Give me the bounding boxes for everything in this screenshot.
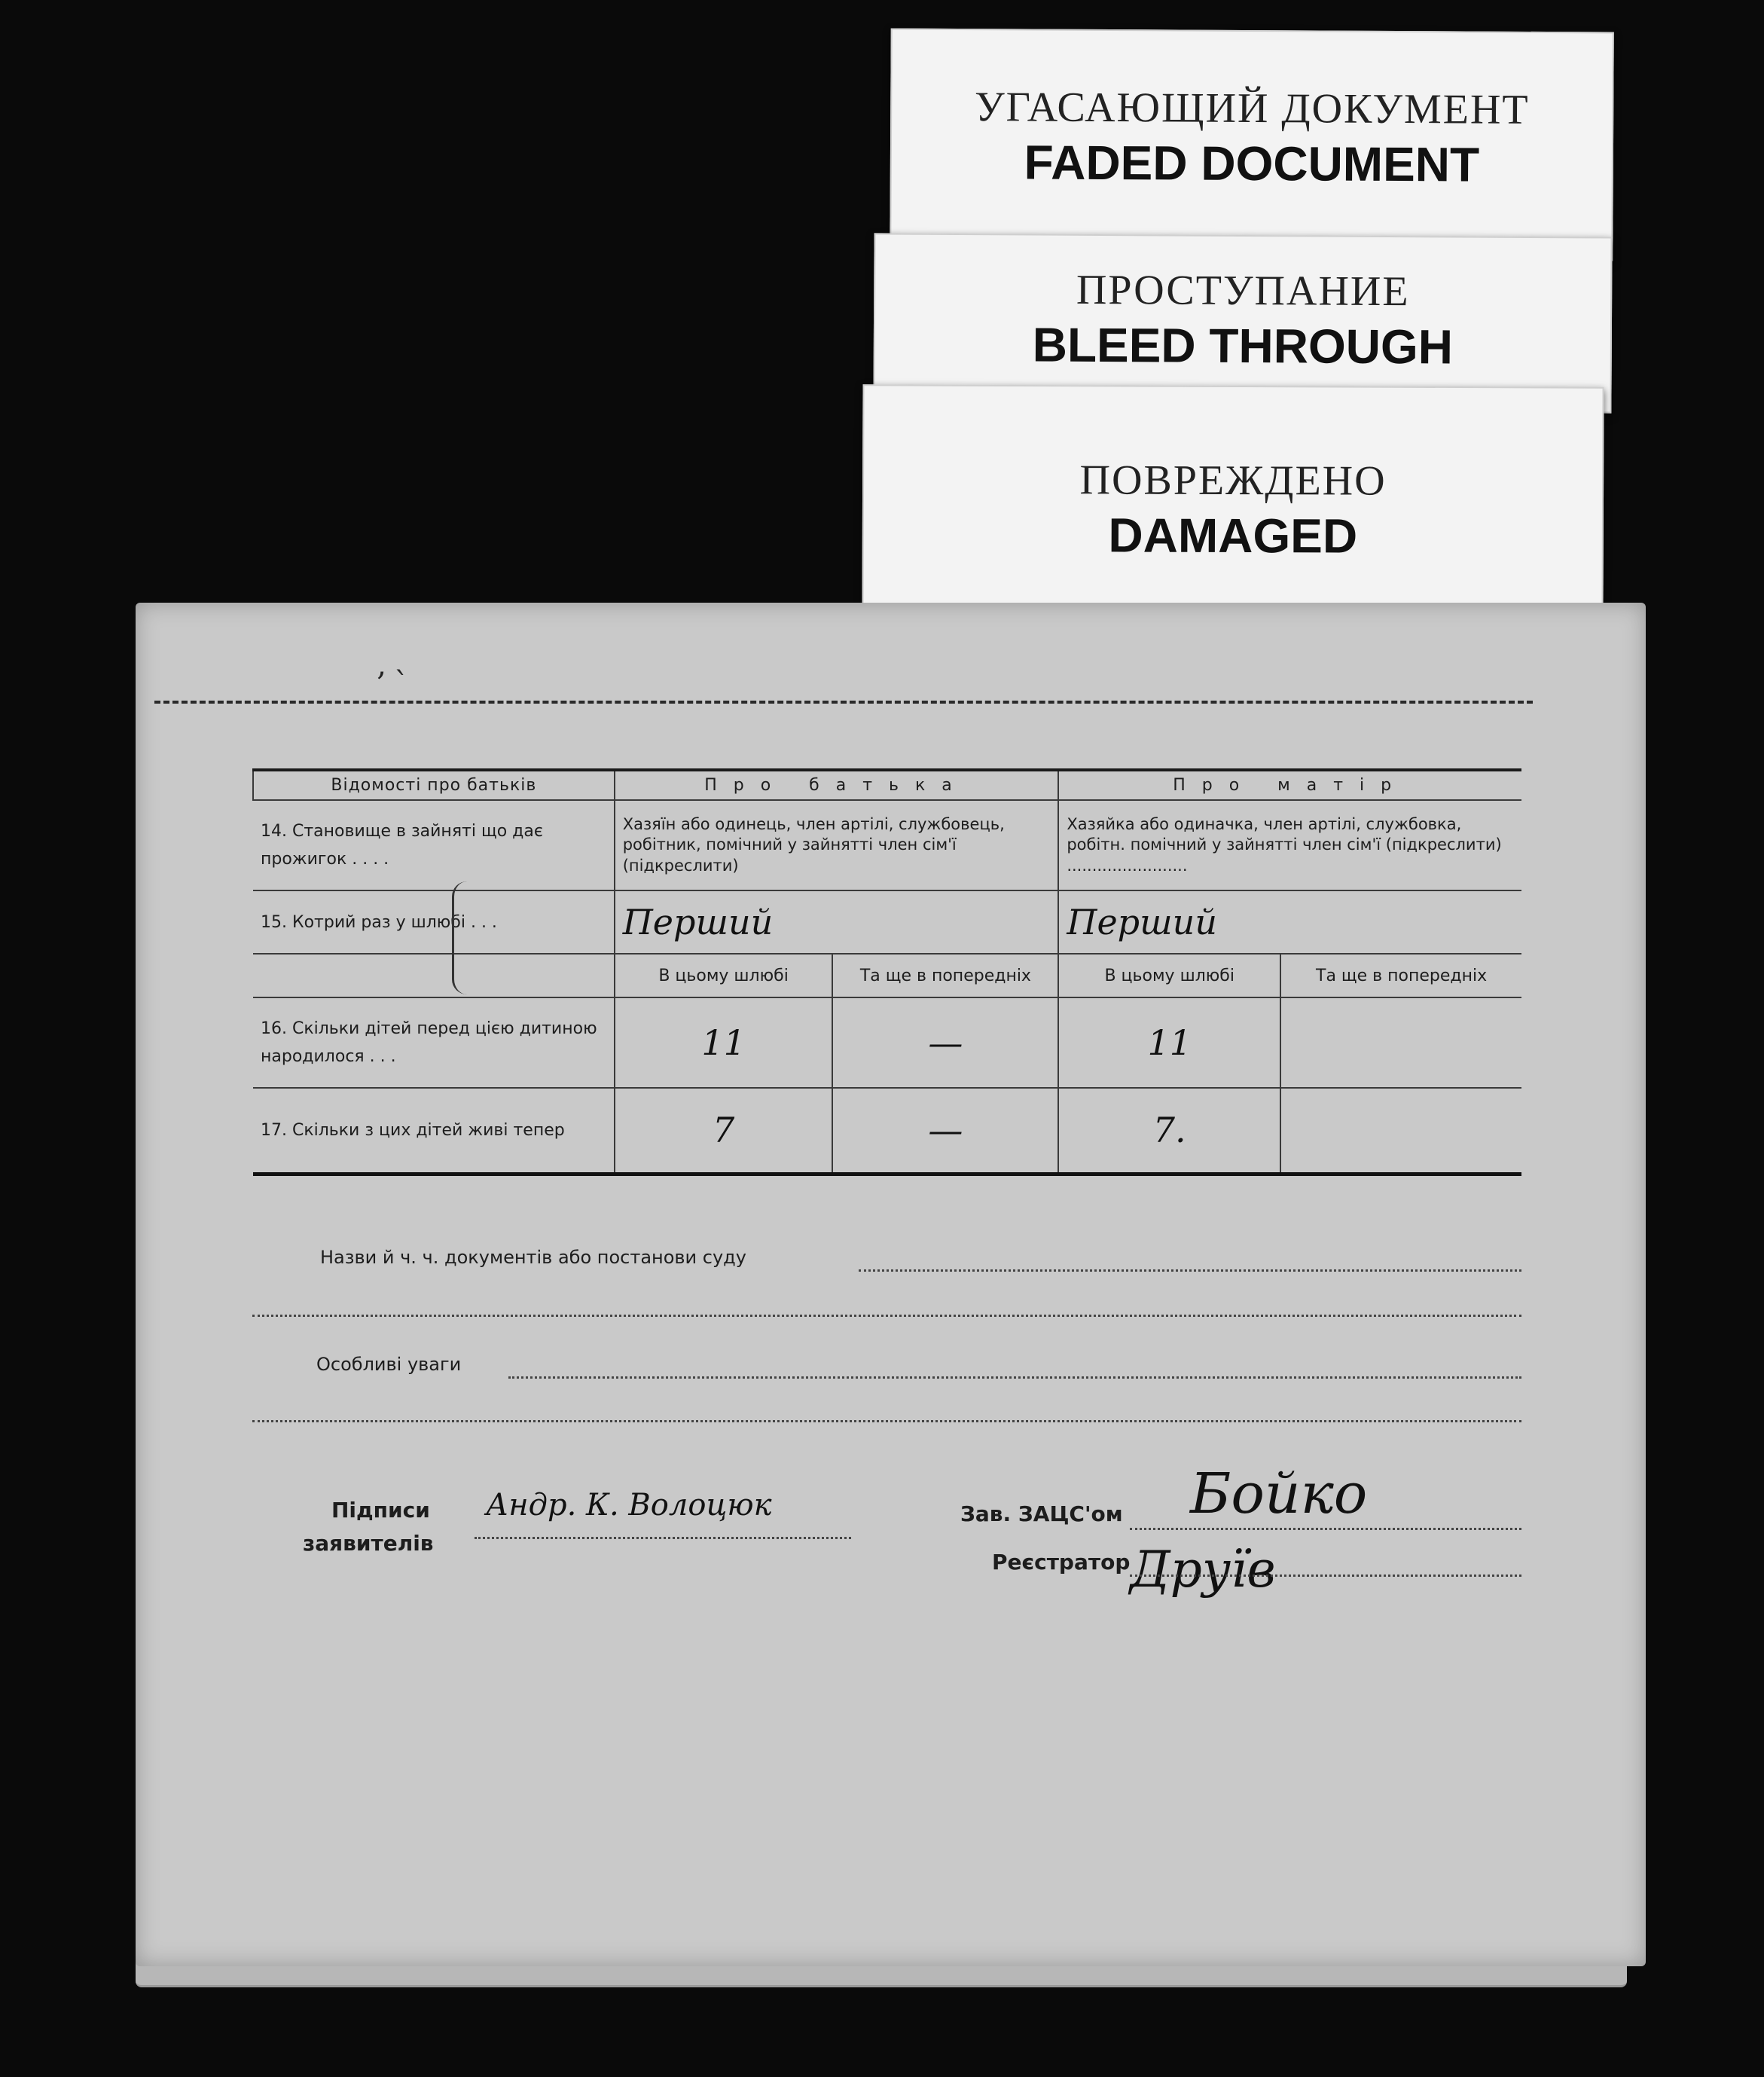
documents-label: Назви й ч. ч. документів або постанови суду	[320, 1247, 746, 1268]
row17-father-this: 7	[615, 1088, 833, 1174]
documents-line-2	[252, 1315, 1521, 1317]
row17-mother-this: 7.	[1058, 1088, 1280, 1174]
notes-line-1	[508, 1376, 1521, 1379]
signatures-brace	[452, 881, 469, 994]
table-row-15	[253, 890, 1521, 954]
notes-line-2	[252, 1420, 1521, 1422]
label-faded-ru: УГАСАЮЩИЙ ДОКУМЕНТ	[974, 84, 1530, 133]
row15-label: 15. Котрий раз у шлюбі . . .	[253, 890, 615, 954]
label-faded-document	[890, 28, 1614, 261]
subheader-mother-prev: Та ще в попередніх	[1280, 954, 1521, 997]
row16-father-this: 11	[615, 997, 833, 1088]
subheader-father-prev: Та ще в попередніх	[832, 954, 1058, 997]
label-damaged	[862, 384, 1604, 615]
notes-label: Особливі уваги	[316, 1354, 462, 1375]
table-subheader-row	[253, 954, 1521, 997]
label-bleed-ru: ПРОСТУПАНИЕ	[1076, 266, 1410, 316]
dashed-divider	[154, 701, 1533, 704]
row17-father-prev: —	[832, 1088, 1058, 1174]
registrar-sign-line	[1130, 1575, 1521, 1577]
row17-label: 17. Скільки з цих дітей живі тепер	[253, 1088, 615, 1174]
top-pen-marks: ՚ ՝	[377, 667, 405, 701]
table-header-row	[253, 770, 1521, 800]
applicant-sign-line	[475, 1537, 851, 1539]
label-damaged-en: DAMAGED	[1108, 508, 1358, 564]
row15-father-value: Перший	[615, 890, 1059, 954]
header-parents-info: Відомості про батьків	[253, 770, 615, 800]
parents-info-table	[252, 768, 1521, 1176]
row15-mother-value: Перший	[1058, 890, 1521, 954]
subheader-father-this: В цьому шлюбі	[615, 954, 833, 997]
header-mother: Про матір	[1058, 770, 1521, 800]
head-sign-line	[1130, 1528, 1521, 1530]
subheader-blank	[253, 954, 615, 997]
head-signature: Бойко	[1190, 1462, 1368, 1526]
table-row-16	[253, 997, 1521, 1088]
row14-mother-occupation: Хазяйка або одиначка, член артілі, службовка, робітн. помічний у зайнятті член сім'ї (підкреслити) ........................	[1058, 800, 1521, 890]
row16-mother-this: 11	[1058, 997, 1280, 1088]
registrar-label: Реєстратор	[992, 1550, 1131, 1575]
head-label: Зав. ЗАЦС'ом	[960, 1501, 1123, 1526]
row16-father-prev: —	[832, 997, 1058, 1088]
header-father: Про батька	[615, 770, 1059, 800]
table-row-14	[253, 800, 1521, 890]
table-row-17	[253, 1088, 1521, 1174]
signatures-label-2: заявителів	[303, 1531, 434, 1556]
subheader-mother-this: В цьому шлюбі	[1058, 954, 1280, 997]
label-bleed-en: BLEED THROUGH	[1032, 317, 1454, 374]
document-sheet	[136, 603, 1646, 1966]
signatures-label-1: Підписи	[331, 1498, 430, 1523]
registrar-signature: Друїв	[1130, 1541, 1276, 1599]
row16-label: 16. Скільки дітей перед цією дитиною народилося . . .	[253, 997, 615, 1088]
documents-line-1	[859, 1269, 1521, 1272]
label-faded-en: FADED DOCUMENT	[1024, 135, 1480, 192]
row16-mother-prev	[1280, 997, 1521, 1088]
label-damaged-ru: ПОВРЕЖДЕНО	[1079, 457, 1387, 505]
row17-mother-prev	[1280, 1088, 1521, 1174]
applicant-signature: Андр. К. Волоцюк	[486, 1488, 772, 1523]
row14-father-occupation: Хазяїн або одинець, член артілі, службовець, робітник, помічний у зайнятті член сім'ї (підкреслити)	[615, 800, 1059, 890]
row14-label: 14. Становище в зайняті що дає прожигок . . . .	[253, 800, 615, 890]
